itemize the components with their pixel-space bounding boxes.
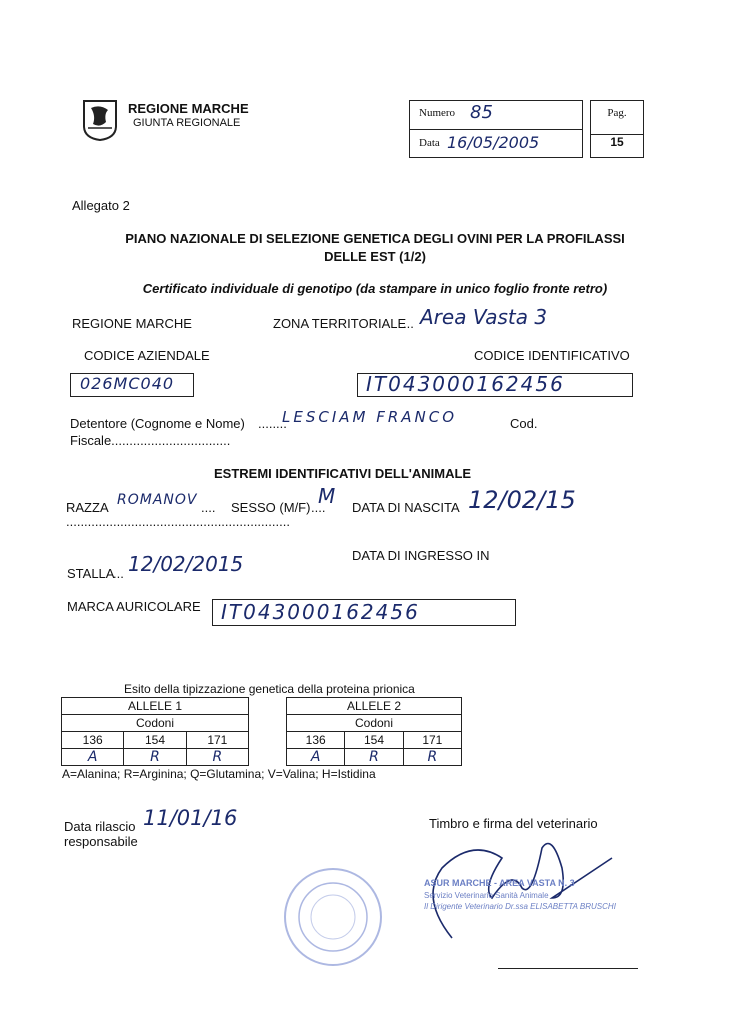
codice-aziendale-value: 026MC040 <box>80 374 175 393</box>
razza-dots: .... <box>201 500 216 515</box>
codice-identificativo-label: CODICE IDENTIFICATIVO <box>474 348 630 363</box>
stalla-value: 12/02/2015 <box>128 552 244 576</box>
codice-aziendale-box <box>70 373 194 397</box>
sesso-dots: .... <box>311 500 326 515</box>
pag-value: 15 <box>591 134 643 149</box>
detentore-label: Detentore (Cognome e Nome) <box>70 416 245 431</box>
numero-label: Numero <box>419 107 456 119</box>
allegato-label: Allegato 2 <box>72 198 130 213</box>
allele-2-value: A <box>287 749 345 766</box>
allele-1-codon: 154 <box>124 732 186 749</box>
detentore-dots: ........ <box>258 416 287 431</box>
signature-line <box>498 968 638 969</box>
org-name: REGIONE MARCHE <box>128 101 249 116</box>
allele-1-codon: 171 <box>186 732 248 749</box>
zona-label: ZONA TERRITORIALE <box>273 316 407 331</box>
sesso-value: M <box>318 484 336 508</box>
allele-1-codoni: Codoni <box>62 715 249 732</box>
pag-label: Pag. <box>607 107 627 119</box>
allele-2-codon: 136 <box>287 732 345 749</box>
regione-label: REGIONE MARCHE <box>72 316 192 331</box>
allele-1-value: R <box>124 749 186 766</box>
marca-box <box>212 599 516 626</box>
esito-title: Esito della tipizzazione genetica della proteina prionica <box>124 682 415 696</box>
data-value: 16/05/2005 <box>447 133 540 152</box>
allele-2-value: R <box>345 749 403 766</box>
rilascio-label: Data rilascio <box>64 819 136 834</box>
allele-2-header: ALLELE 2 <box>287 698 462 715</box>
razza-dots-line: .............................................................. <box>66 514 290 529</box>
amino-acid-legend: A=Alanina; R=Arginina; Q=Glutamina; V=Valina; H=Istidina <box>62 767 376 781</box>
razza-label: RAZZA <box>66 500 109 515</box>
allele-2-table <box>286 697 462 766</box>
responsabile-label: responsabile <box>64 834 138 849</box>
cod-label: Cod. <box>510 416 538 431</box>
region-logo <box>80 98 120 142</box>
allele-1-table <box>61 697 249 766</box>
zona-dots: ... <box>403 316 414 331</box>
stamp-line-3: Il Dirigente Veterinario Dr.ssa ELISABETTA BRUSCHI <box>424 902 616 911</box>
allele-1-codon: 136 <box>62 732 124 749</box>
stamp-line-2: Servizio Veterinario Sanità Animale <box>424 891 549 900</box>
data-label: Data <box>419 137 440 149</box>
rilascio-value: 11/01/16 <box>143 806 238 830</box>
allele-2-codoni: Codoni <box>287 715 462 732</box>
nascita-value: 12/02/15 <box>468 486 576 514</box>
marca-label: MARCA AURICOLARE <box>67 599 201 614</box>
codice-identificativo-box <box>357 373 633 397</box>
protocol-box <box>409 100 583 158</box>
veterinarian-signature <box>412 838 637 948</box>
title-line-2: DELLE EST (1/2) <box>324 249 426 264</box>
org-subname: GIUNTA REGIONALE <box>133 117 241 129</box>
allele-2-codon: 171 <box>403 732 461 749</box>
timbro-label: Timbro e firma del veterinario <box>429 816 598 831</box>
section-title: ESTREMI IDENTIFICATIVI DELL'ANIMALE <box>214 466 472 481</box>
nascita-label: DATA DI NASCITA <box>352 500 460 515</box>
sesso-label: SESSO (M/F) <box>231 500 311 515</box>
allele-1-value: R <box>186 749 248 766</box>
round-stamp <box>282 866 384 968</box>
allele-1-value: A <box>62 749 124 766</box>
codice-identificativo-value: IT043000162456 <box>366 372 565 396</box>
zona-value: Area Vasta 3 <box>420 305 548 329</box>
allele-2-codon: 154 <box>345 732 403 749</box>
document-title <box>60 230 690 266</box>
detentore-value: LESCIAM FRANCO <box>282 408 458 426</box>
codice-aziendale-label: CODICE AZIENDALE <box>84 348 210 363</box>
stalla-label: STALLA <box>67 566 115 581</box>
stamp-line-1: ASUR MARCHE - AREA VASTA N. 3 <box>424 878 575 888</box>
ingresso-label: DATA DI INGRESSO IN <box>352 548 490 563</box>
title-line-1: PIANO NAZIONALE DI SELEZIONE GENETICA DEGLI OVINI PER LA PROFILASSI <box>125 231 625 246</box>
marca-value: IT043000162456 <box>221 600 420 624</box>
allele-1-header: ALLELE 1 <box>62 698 249 715</box>
stalla-dots: ... <box>113 566 124 581</box>
page-box <box>590 100 644 158</box>
allele-2-value: R <box>403 749 461 766</box>
razza-value: ROMANOV <box>117 492 198 508</box>
numero-value: 85 <box>470 102 493 123</box>
fiscale-label: Fiscale................................. <box>70 433 231 448</box>
document-subtitle: Certificato individuale di genotipo (da stampare in unico foglio fronte retro) <box>142 281 608 296</box>
